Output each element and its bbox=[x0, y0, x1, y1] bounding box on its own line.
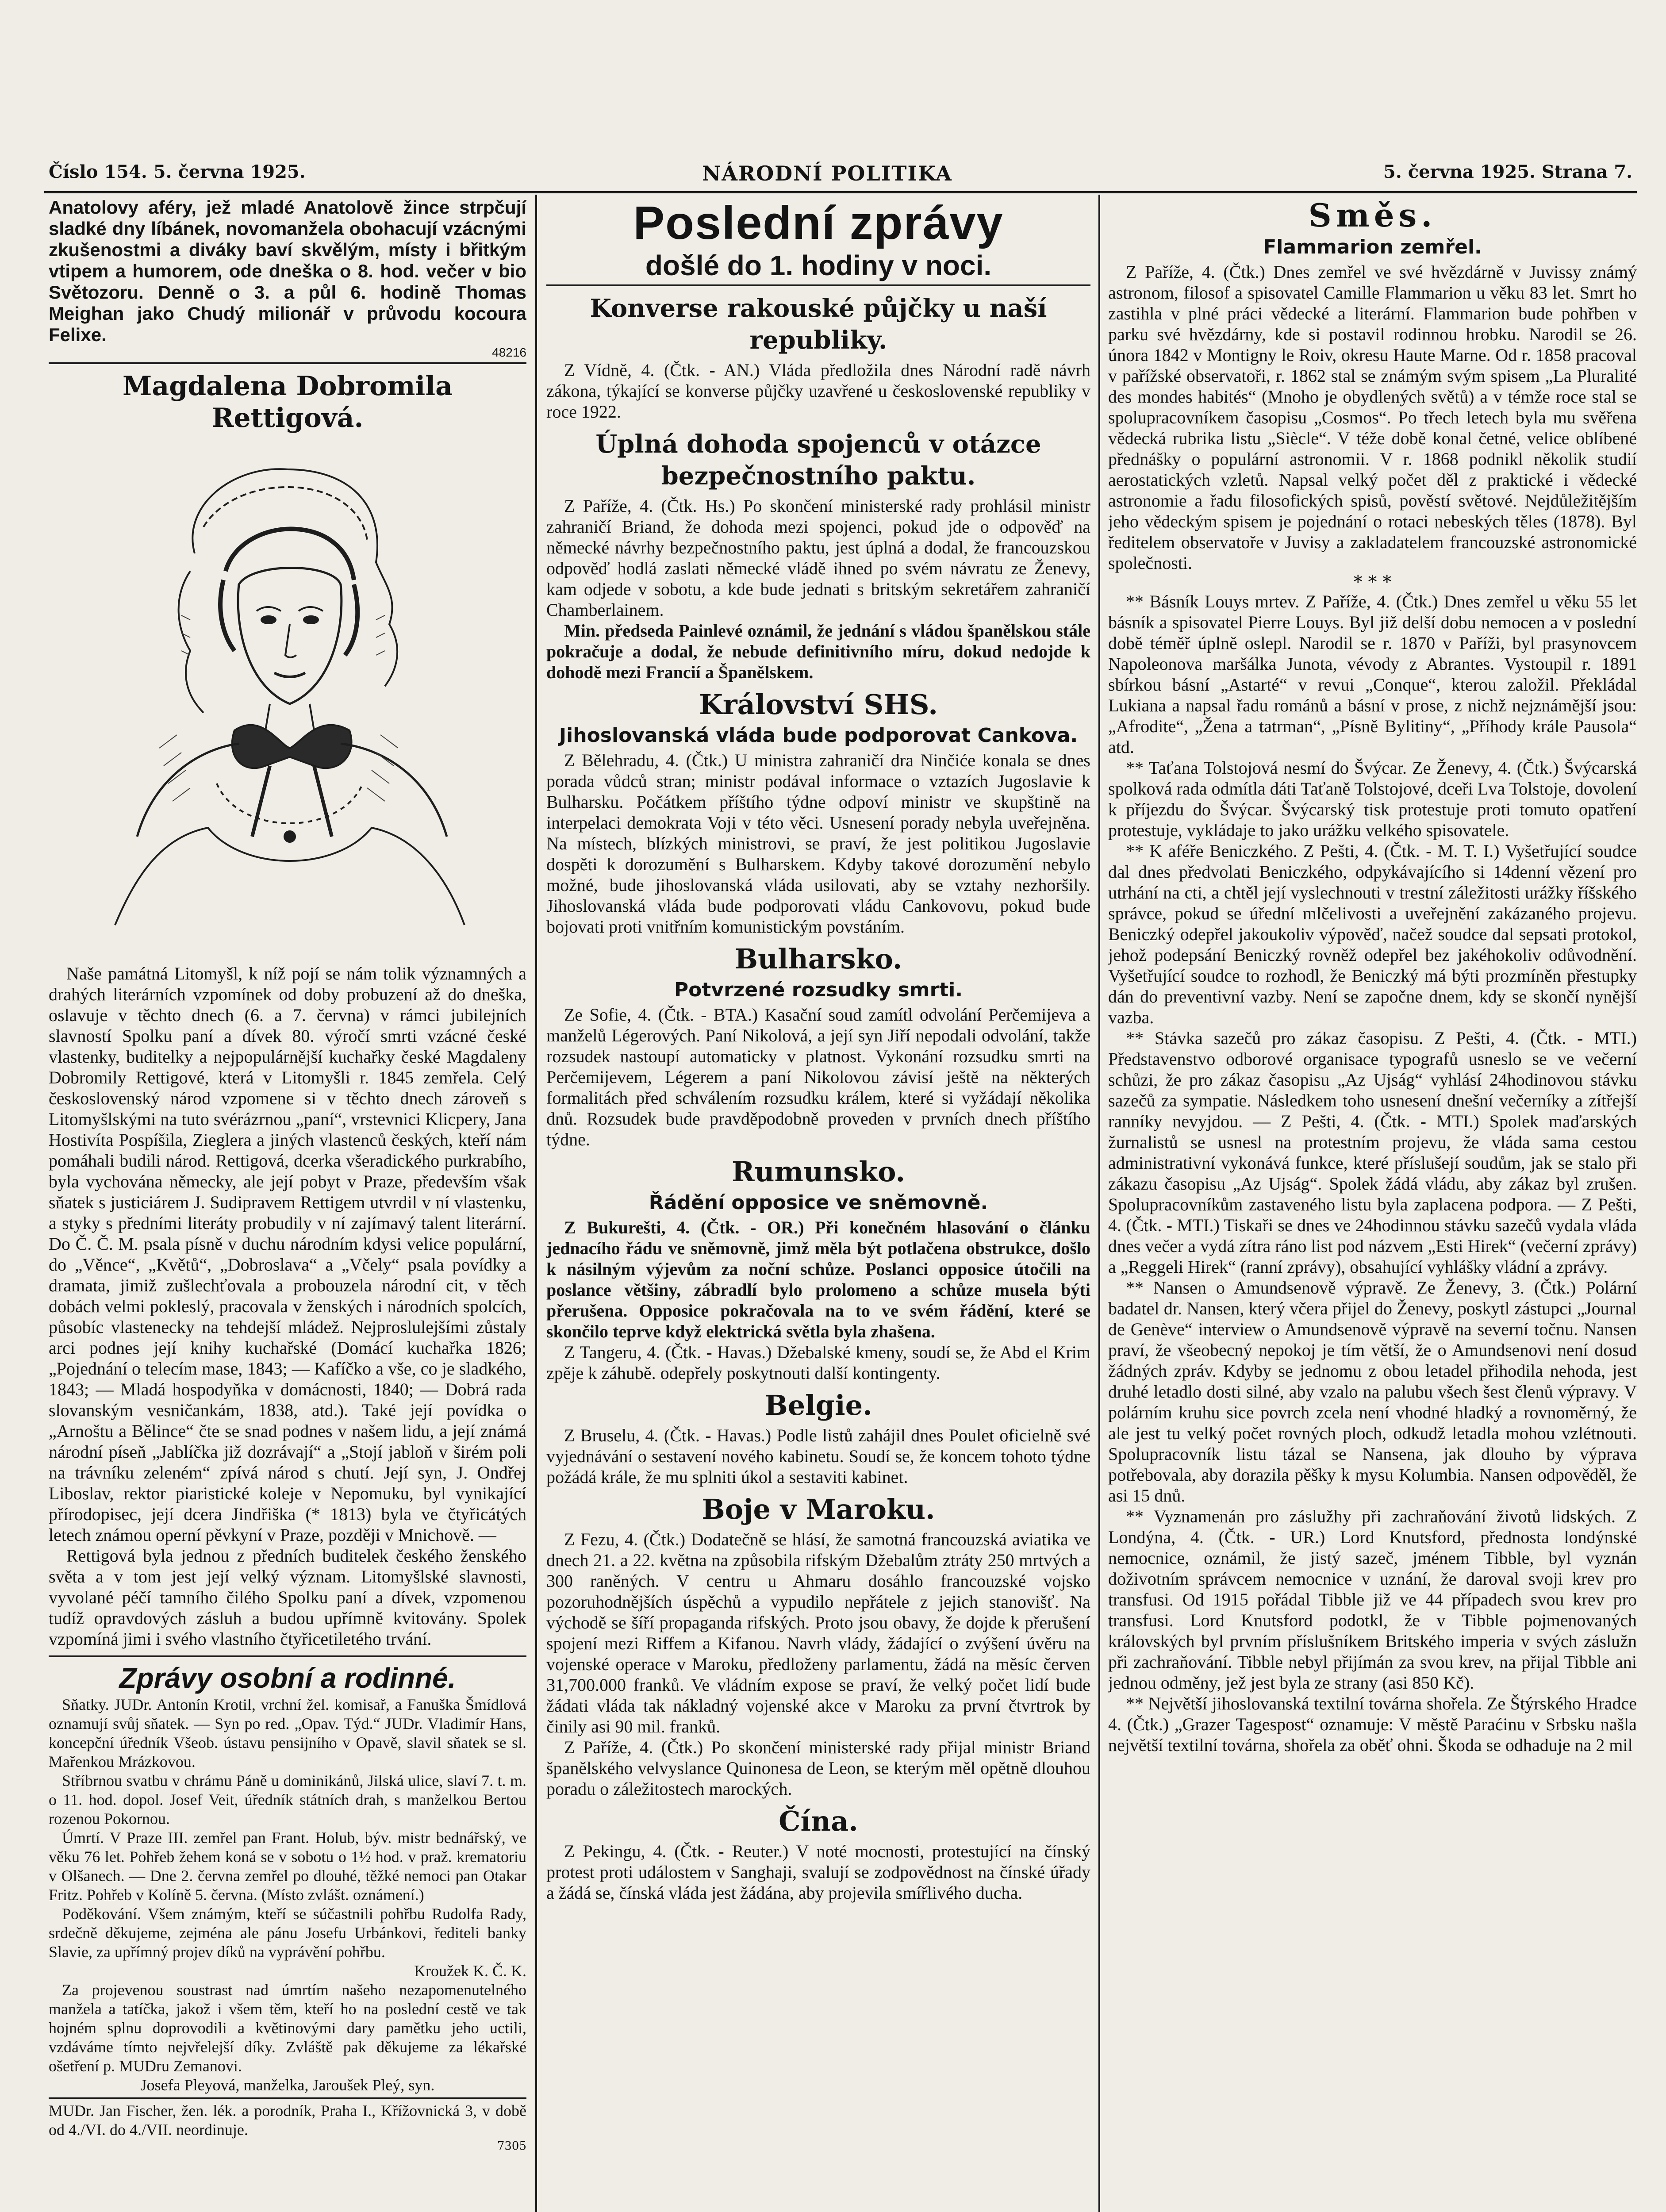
section-shs bbox=[546, 689, 1090, 937]
portrait-engraving-icon bbox=[49, 438, 526, 960]
notice-rule bbox=[49, 2097, 526, 2099]
personal-news-title: Zprávy osobní a rodinné. bbox=[119, 1662, 456, 1694]
portrait-illustration bbox=[49, 438, 526, 960]
latest-news-subbanner: došlé do 1. hodiny v noci. bbox=[645, 250, 992, 281]
section-rumunsko bbox=[546, 1156, 1090, 1383]
section-body: Z Bukurešti, 4. (Čtk. - OR.) Při konečném hlasování o článku jednacího řádu ve sněmovně, jimž měla být potlačena obstrukce, došlo k násilným výjevům za noční schůze. Poslanci opposice útočili na poslance většiny, zábradlí bylo prolomeno a schůze musela býti přerušena. Opposice pokračovala na to ve svém řádění, které se skončilo teprve když elektrická světla byla zhašena. bbox=[546, 1217, 1090, 1341]
personal-condolence: Za projevenou soustrast nad úmrtím našeho nezapomenutelného manžela a tatíčka, jakož i všem těm, kteří ho na poslední cestě ve tak hojném splnu doprovodili a květinovými dary pamětku jeho uctili, vzdáváme tímto nejvřelejší díky. Zvláště pak děkujeme za lékařské ošetření p. MUDru Zemanovi. bbox=[49, 1981, 526, 2075]
personal-rule bbox=[49, 1655, 526, 1657]
section-subtitle: Potvrzené rozsudky smrti. bbox=[674, 979, 963, 1001]
smes-item-tibble: ** Vyznamenán pro záslužhy při zachraňování životů lidských. Z Londýna, 4. (Čtk. - UR.) Lord Knutsford, přednosta londýnské nemocnice, oznámil, že jistý sazeč, jménem Tibble, byl vyznán doživotním správcem nemocnice v uznání, že daroval svoji krev pro transfusi. Od 1915 pořádal Tibble již ve 44 případech svou krev pro transfusi. Lord Knutsford podotkl, že v Tibble pojmenovaných královských byl prvním příslušníkem Britského imperia v svých záslužn při zachraňování. Tibble nebyl přijímán za svou krev, na přijal Tibble ani jednou odměny, jež jest byla ze strany (asi 850 Kč). bbox=[1108, 1506, 1637, 1693]
smes-item-nansen: ** Nansen o Amundsenově výpravě. Ze Ženevy, 3. (Čtk.) Polární badatel dr. Nansen, který včera přijel do Ženevy, poskytl zástupci „Journal de Genève“ interview o Amundsenově výpravě na severní točnu. Nansen praví, že všeobecný nepokoj je tím větší, že o Amundsenovi není dosud žádných zpráv. Kdyby se jednomu z obou letadel přihodila nehoda, jest druhé letadlo dosti silné, aby vzalo na palubu všech šest členů výpravy. V polárním kruhu sice povrch zcela není vhodné hladký a rovnoměrný, že ale jest tu velký počet rovných ploch, odkudž letadla mohou vzlétnouti. Spolupracovník listu tázal se Nansena, jak dlouho by výprava potřebovala, aby dorazila pěšky k mysu Kolumbia. Nansen odpověděl, že asi 15 dnů. bbox=[1108, 1278, 1637, 1505]
section-cina bbox=[546, 1805, 1090, 1903]
doctor-notice: MUDr. Jan Fischer, žen. lék. a porodník, Praha I., Křížovnická 3, v době od 4./VI. do 4./VII. neordinuje. bbox=[49, 2102, 526, 2139]
latest-news-banner: Poslední zprávy bbox=[633, 197, 1004, 249]
smes-subtitle: Flammarion zemřel. bbox=[1263, 236, 1482, 258]
section-title: Bulharsko. bbox=[734, 943, 902, 975]
ad-code: 48216 bbox=[492, 346, 526, 359]
section-title: Rumunsko. bbox=[731, 1156, 906, 1188]
header-center: NÁRODNÍ POLITIKA bbox=[702, 161, 952, 185]
rettigova-paragraph-1: Naše památná Litomyšl, k níž pojí se nám tolik významných a drahých literárních vzpomínek od doby probuzení až do dneška, oslavuje v těchto dnech (6. a 7. června) v rámci jubilejních slavností Spolku paní a dívek 80. výročí smrti vzácné české vlastenky, buditelky a nejpopulárnější kuchařky české Magdaleny Dobromily Rettigové, která v Litomyšli r. 1845 zemřela. Celý československý národ vzpomene si v těchto dnech zároveň s Litomyšlskými na tuto svérázrnou „paní“, vrstevnici Klicpery, Jana Hostivíta Pospíšila, Zieglera a jiných vlastenců českých, kteří nám pomáhali budili národ. Rettigová, dcerka všeradického purkrabího, byla vychována německy, ale její pobyt v Praze, především však sňatek s justiciárem J. Sudipravem Rettigem utvrdil v ní vlastenku, a styky s předními literáty probudily v ní zajímavý talent literární. Do Č. Č. M. psala písně v duchu národním kdysi velice populární, do „Věnce“, „Květů“, „Dobroslava“ a „Včely“ psala povídky a dramata, jimiž zušlechťovala a probouzela národní cit, v těch dobách velmi pokleslý, pracovala v ženských i národních spolcích, působíc vlastenecky na tehdejší mládež. Nejproslulejšími zůstaly arci podnes její knihy kuchařské (Domácí kuchařka 1826; „Pojednání o telecím mase, 1843; — Kafíčko a vše, co je sladkého, 1843; — Mladá hospodyňka v domácnosti, 1840; — Dobrá rada slovanským vesničankám, 1838, atd.). Také její povídka o „Arnoštu a Bělince“ čte se snad podnes v našem lidu, a její známá národní píseň „Jablíčka již dozrávají“ a „Stojí jabloň v širém poli na trávníku zeleném“ zpívá národ s chutí. Její syn, J. Ondřej Liboslav, rektor piaristické koleje v Nepomuku, byl vynikající přírodopisec, její dcera Jindřiška (* 1813) byla ve čtyřicátých letech známou operní pěvkyní v Praze, později v Mnichově. — bbox=[49, 964, 526, 1545]
column-rule-2 bbox=[1098, 195, 1100, 2212]
header-left: Číslo 154. 5. června 1925. bbox=[49, 161, 306, 182]
personal-weddings: Sňatky. JUDr. Antonín Krotil, vrchní žel. komisař, a Fanuška Šmídlová oznamují svůj sňatek. — Syn po red. „Opav. Týd.“ JUDr. Vladimír Hans, koncepční úředník Všeob. ústavu pensijního v Opavě, slavil sňatek se sl. Mařenkou Mrázkovou. bbox=[49, 1696, 526, 1770]
section-body: Ze Sofie, 4. (Čtk. - BTA.) Kasační soud zamítl odvolání Perčemijeva a manželů Légerových. Paní Nikolová, a její syn Jiří nepodali odvolání, takže rozsudek nastoupí automaticky v platnost. Vykonání rozsudku smrti na Perčemijevem, Légerem a paní Nikolovou závisí ještě na některých formalitách před schválením rozsudku králem, které si vyžádají několika dnů. Rozsudek bude pravděpodobně proveden v prvních dnech příštího týdne. bbox=[546, 1005, 1090, 1149]
section-title: Boje v Maroku. bbox=[702, 1493, 935, 1525]
personal-condolence-signature: Josefa Pleyová, manželka, Jaroušek Pleý, syn. bbox=[140, 2076, 435, 2094]
section-title: Království SHS. bbox=[699, 688, 938, 721]
personal-thanks: Poděkování. Všem známým, kteří se súčastnili pohřbu Rudolfa Rady, srdečně děkujeme, zejména ale pánu Josefu Urbánkovi, řediteli banky Slavie, za upřímný projev díků na vyprávění pohřbu. bbox=[49, 1905, 526, 1961]
smes-title: Směs. bbox=[1308, 197, 1437, 234]
section-body: Z Fezu, 4. (Čtk.) Dodatečně se hlásí, že samotná francouzská aviatika ve dnech 21. a 22. května na způsobila rifským Džebalům ztráty 250 mrtvých a 300 raněných. V centru u Ahmaru dosáhlo francouzské vojsko pozoruhodnějších úspěchů a vypudilo nepřátele z jejich stanovišť. Na východě se šíří propaganda rifských. Proto jsou obavy, že dojde k přerušení spojení mezi Riffem a Kifanou. Navrh vlády, žádající o zvýšení úvěru na vojenské operace v Maroku, předloženy parlamentu, žádá na měsíc červen 31,700.000 franků. Ve vládním expose se praví, že velký počet lidí bude žádati vláda tak nákladný vojenské akce v Maroku za první čtvrtrok by činily asi 90 mil. franků. bbox=[546, 1529, 1090, 1736]
personal-silver-wedding: Stříbrnou svatbu v chrámu Páně u dominikánů, Jilská ulice, slaví 7. t. m. o 11. hod. dopol. Josef Veit, úředník státních drah, s manželkou Bertou rozenou Pokornou. bbox=[49, 1772, 526, 1828]
header-right: 5. června 1925. Strana 7. bbox=[1383, 161, 1632, 182]
header-rule bbox=[44, 191, 1637, 193]
rettigova-article-title: Magdalena Dobromila Rettigová. bbox=[122, 371, 453, 434]
smes-item-beniczky: ** K aféře Beniczkého. Z Pešti, 4. (Čtk. - M. T. I.) Vyšetřující soudce dal dnes předvolati Beniczkého, odpykávajícího si 14denní vězení pro utrhání na cti, a chtěl její vyslechnouti v trestní záležitosti urážky říšského správce, pokud se úřední mlčelivosti a uveřejnění zakázaného projevu. Beniczký odepřel jakoukoliv výpověď, načež soudce dal sepsati protokol, jehož podepsání Beniczký rovněž odepřel bez jakéhokoliv odůvodnění. Vyšetřující soudce to rozhodl, že Beniczký má býti prozmíněn přestupky dán do preventivní vazby. Není se započne dnem, kdy se skončí nynější vazba. bbox=[1108, 841, 1637, 1027]
section-divider: * * * bbox=[1353, 572, 1392, 592]
notice-code: 7305 bbox=[497, 2139, 526, 2153]
section-title: Belgie. bbox=[764, 1389, 872, 1421]
section-body: Z Bruselu, 4. (Čtk. - Havas.) Podle listů zahájil dnes Poulet oficielně své vyjednávání o sestavení nového kabinetu. Soudí se, že koncem tohoto týdne požádá krále, že mu splniti úkol a sestaviti kabinet. bbox=[546, 1425, 1090, 1487]
section-bulharsko bbox=[546, 943, 1090, 1150]
column-3 bbox=[1108, 197, 1637, 2212]
section-body: Z Paříže, 4. (Čtk.) Po skončení ministerské rady přijal ministr Briand španělského velvyslance Quinonesa de Leon, se kterým měl opětně dlouhou poradu o záležitostech marockých. bbox=[546, 1737, 1090, 1799]
cinema-advertisement: Anatolovy aféry, jež mladé Anatolově žince strpčují sladké dny líbánek, novomanžela obohacují vzácnými zkušenostmi a diváky baví skvělým, místy i břitkým vtipem a humorem, ode dneška o 8. hod. večer v bio Světozoru. Denně o 3. a půl 6. hodině Thomas Meighan jako Chudý milionář v průvodu kocoura Felixe. bbox=[49, 197, 526, 345]
personal-deaths: Úmrtí. V Praze III. zemřel pan Frant. Holub, býv. mistr bednářský, ve věku 76 let. Pohřeb žehem koná se v sobotu o 1½ hod. v praž. krematoriu v Olšanech. — Dne 2. června zemřel po dlouhé, těžké nemoci pan Otakar Fritz. Pohřeb v Kolíně 5. června. (Místo zvlášt. oznámení.) bbox=[49, 1829, 526, 1904]
smes-item-tovarna: ** Největší jihoslovanská textilní továrna shořela. Ze Štýrského Hradce 4. (Čtk.) „Grazer Tagespost“ oznamuje: V městě Paraćinu v Srbsku našla největší textilní továrna, shořela za oběť ohni. Škoda se odhaduje na 2 mil bbox=[1108, 1694, 1637, 1755]
smes-item-louys: ** Básník Louys mrtev. Z Paříže, 4. (Čtk.) Dnes zemřel u věku 55 let básník a spisovatel Pierre Louys. Byl již delší dobu nemocen a v poslední době téměř úplně oslepl. Narodil se r. 1870 v Paříži, byl prasynovcem Napoleonova maršálka Junota, vévody z Abrantes. Vystoupil r. 1891 sbírkou básní „Astarté“ v revui „Conque“, kterou založil. Překládal Lukiana a napsal řadu románů a básní v prose, z nichž nejznámější jsou: „Afrodite“, „Žena a tatrman“, „Písně Bylitiny“, „Příhody krále Pausola“ atd. bbox=[1108, 591, 1637, 757]
section-title: Čína. bbox=[779, 1805, 858, 1837]
personal-thanks-signature: Kroužek K. Č. K. bbox=[414, 1962, 526, 1980]
column-2 bbox=[546, 197, 1090, 2212]
banner-rule bbox=[546, 284, 1090, 286]
section-maroko bbox=[546, 1494, 1090, 1799]
section-body: Z Paříže, 4. (Čtk. Hs.) Po skončení ministerské rady prohlásil ministr zahraničí Briand, že dohoda mezi spojenci, pokud jde o odpověď na německé návrhy bezpečnostního paktu, jest úplná a dodal, že francouzskou odpověď hodlá zaslati německé vládě ihned po svém návratu ze Ženevy, kam odjede v sobotu, a kde bude jednati s britským sekretářem zahraničí Chamberlainem. bbox=[546, 496, 1090, 620]
smes-item-tolstojova: ** Taťana Tolstojová nesmí do Švýcar. Ze Ženevy, 4. (Čtk.) Švýcarská spolková rada odmítla dáti Taťaně Tolstojové, dceři Lva Tolstoje, dovolení k příjezdu do Švýcar. Švýcarský tisk protestuje proti tomuto opatření protestuje, vykládaje to jako urážku velkého spisovatele. bbox=[1108, 758, 1637, 840]
section-body: Z Vídně, 4. (Čtk. - AN.) Vláda předložila dnes Národní radě návrh zákona, týkající se konverse půjčky uzavřené u československé republiky v roce 1922. bbox=[546, 360, 1090, 422]
section-body: Z Tangeru, 4. (Čtk. - Havas.) Džebalské kmeny, soudí se, že Abd el Krim zpěje k záhubě. odepřely poskytnouti další kontingenty. bbox=[546, 1342, 1090, 1383]
section-subtitle: Jihoslovanská vláda bude podporovat Cankova. bbox=[559, 724, 1078, 747]
section-title: Úplná dohoda spojenců v otázce bezpečnostního paktu. bbox=[595, 430, 1041, 491]
section-subtitle: Řádění opposice ve sněmovně. bbox=[649, 1191, 988, 1214]
ad-rule bbox=[49, 362, 526, 364]
section-dohoda bbox=[546, 428, 1090, 683]
section-body: Z Pekingu, 4. (Čtk. - Reuter.) V noté mocnosti, protestující na čínský protest proti událostem v Sanghaji, svalují se zodpovědnost na čínské úřady a žádá se, čínská vláda jest žádána, aby projevila smířlivého ducha. bbox=[546, 1841, 1090, 1903]
section-body: Min. předseda Painlevé oznámil, že jednání s vládou španělskou stále pokračuje a dodal, že nebude definitivního míru, dokud nedojde k dohodě mezi Francií a Španělskem. bbox=[546, 621, 1090, 682]
smes-item-flammarion: Z Paříže, 4. (Čtk.) Dnes zemřel ve své hvězdárně v Juvissy známý astronom, filosof a spisovatel Camille Flammarion u věku 83 let. Smrt ho zastihla v plné práci vědecké a literární. Flammarion bude pohřben v parku své hvězdárny, kde si postavil rodinnou hrobku. Narodil se 26. února 1842 v Montigny le Roiv, okresu Haute Marne. Od r. 1858 pracoval v pařížské observatoři, r. 1862 stal se známým svým spisem „La Pluralité des mondes habités“ (Mnoho je obydlených světů) a v témže roce stal se spolupracovníkem časopisu „Cosmos“. Po třech letech byla mu svěřena vědecká rubrika listu „Siècle“. V téže době konal četné, velice oblíbené přednášky o populární astronomii. V r. 1868 podnikl několik studií aerostatických vzletů. Napsal velký počet děl z praktické i vědecké astronomie a řadu filosofických spisů, pověstí světové. Nejdůležitějším jeho vědeckým spisem je pojednání o rotaci nebeských těles (1878). Byl ředitelem observatoře v Juvisy a zakladatelem francouzské astronomické společnosti. bbox=[1108, 262, 1637, 573]
smes-item-stavka: ** Stávka sazečů pro zákaz časopisu. Z Pešti, 4. (Čtk. - MTI.) Představenstvo odborové organisace typografů usneslo se ve večerní schůzi, že pro zákaz časopisu „Az Ujság“ vyhlásí 24hodinovou stávku sazečů za sympatie. Následkem toho usnesení dnešní večerníky a zítřejší ranníky nevyjdou. — Z Pešti, 4. (Čtk. - MTI.) Spolek maďarských žurnalistů se usnesl na protestním projevu, že vláda sama cestou administrativní vykonává funkce, které příslušejí soudům, jak se stalo při zákazu časopisu „Az Ujság“. Spolek žádá vládu, aby zákaz byl zrušen. Spolupracovníkům zastaveného listu byla zaplacena podpora. — Z Pešti, 4. (Čtk. - MTI.) Tiskaři se dnes ve 24hodinnou stávku sazečů vydala vláda dnes večer a vydá zítra ráno list pod názvem „Esti Hirek“ (večerní zprávy) a „Reggeli Hirek“ (ranní zprávy), obsahující vyhlášky vládní a zprávy. bbox=[1108, 1028, 1637, 1277]
section-belgie bbox=[546, 1390, 1090, 1487]
section-konverse bbox=[546, 292, 1090, 422]
section-body: Z Bělehradu, 4. (Čtk.) U ministra zahraničí dra Ninčiće konala se dnes porada vůdců stran; ministr podával informace o vztazích Jugoslavie k Bulharsku. Počátkem příštího týdne odpoví ministr ve skupštině na interpelaci demokrata Voji v této věci. Usnesení porady nebyla uveřejněna. Na místech, blízkých ministrovi, se praví, že jest politikou Jugoslavie dospěti k dorozumění s Bulharskem. Kdyby takové dorozumění nebylo možné, bude jihoslovanská vláda usilovati, aby se vztahy nezhoršily. Jihoslovanská vláda bude podporovati vládu Cankovovu, pokud bude bojovati proti vnitřním komunistickým povstáním. bbox=[546, 750, 1090, 937]
section-title: Konverse rakouské půjčky u naší republiky. bbox=[590, 294, 1047, 355]
column-rule-1 bbox=[535, 195, 537, 2212]
rettigova-paragraph-2: Rettigová byla jednou z předních buditelek českého ženského světa a v tom jest její velký význam. Litomyšlské slavnosti, vyvolané péčí tamního čilého Spolku paní a dívek, vzpomenou tudíž opravdových zásluh a budou upřímně kvitovány. Spolek vzpomíná jimi i svého vlastního čtyřicetiletého trvání. bbox=[49, 1546, 526, 1649]
column-1 bbox=[49, 197, 526, 2212]
